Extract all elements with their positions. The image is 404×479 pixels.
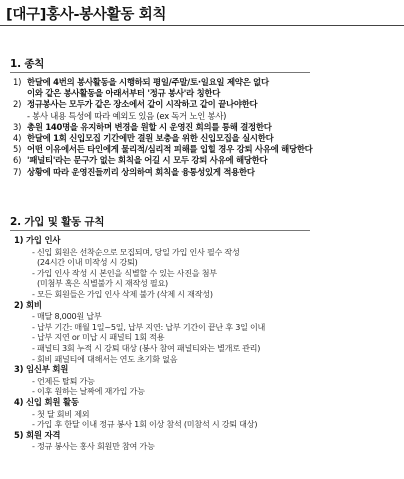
detail-line: - 매달 8,000원 납부 xyxy=(32,311,102,322)
rule-item: 4) 한달에 1회 신입모집 기간에만 결원 보충을 위한 신입모집을 실시한다 xyxy=(13,133,274,144)
rule-item: 5) 어떤 이유에서든 타인에게 물리적/심리적 피해를 입힐 경우 강퇴 사유에 해당한다 xyxy=(13,144,313,155)
document-title: [대구]홍사-봉사활동 회칙 xyxy=(6,7,167,23)
subsection-heading: 5) 회원 자격 xyxy=(14,429,61,440)
subsection-heading: 1) 가입 인사 xyxy=(14,235,61,245)
rule-item: 2) 정규봉사는 모두가 같은 장소에서 같이 시작하고 같이 끝나야한다 xyxy=(13,99,258,110)
section-heading: 1. 종칙 xyxy=(10,58,45,70)
detail-line: - 언제든 탈퇴 가능 xyxy=(32,375,95,386)
section-divider xyxy=(10,72,310,73)
rule-item: 7) 상황에 따라 운영진들끼리 상의하여 회칙을 융통성있게 적용한다 xyxy=(13,166,255,177)
subsection-heading: 2) 회비 xyxy=(14,299,42,310)
rule-item: 6) '패널티'라는 문구가 없는 회칙을 어길 시 모두 강퇴 사유에 해당한다 xyxy=(13,155,268,166)
detail-line: - 첫 달 회비 제외 xyxy=(32,408,90,419)
rule-item: 3) 총원 140명을 유지하며 변경을 원할 시 운영진 회의를 통해 결정한다 xyxy=(13,121,272,132)
detail-line-continuation: (24시간 이내 미작성 시 강퇴) xyxy=(37,257,138,268)
detail-line: - 패널티 3회 누적 시 강퇴 대상 (봉사 참여 패널티와는 별개로 관리) xyxy=(32,342,261,353)
section-divider xyxy=(10,230,310,231)
rule-item-note: - 봉사 내용 특성에 따라 예외도 있음 (ex 독거 노인 봉사) xyxy=(27,110,227,121)
detail-line: - 신입 회원은 선착순으로 모집되며, 당일 가입 인사 필수 작성 xyxy=(32,246,240,257)
title-divider xyxy=(0,25,404,26)
detail-line: - 가입 인사 작성 시 본인을 식별할 수 있는 사진을 첨부 xyxy=(32,267,217,278)
subsection-heading: 4) 신입 회원 활동 xyxy=(14,396,79,407)
detail-line: - 가입 후 한달 이내 정규 봉사 1회 이상 참석 (미참석 시 강퇴 대상) xyxy=(32,419,258,430)
section-heading: 2. 가입 및 활동 규칙 xyxy=(10,216,105,228)
detail-line: - 납부 기간: 매월 1일~5일, 납부 지연: 납부 기간이 끝난 후 3일 이내 xyxy=(32,321,266,332)
section-membership-rules xyxy=(10,214,400,452)
detail-line: - 정규 봉사는 홍사 회원만 참여 가능 xyxy=(32,441,155,452)
rule-item: 1) 한달에 4번의 봉사활동을 시행하되 평일/주말/토·일요일 제약은 없다 xyxy=(13,77,269,87)
detail-line: - 납부 지연 or 미납 시 패널티 1회 적용 xyxy=(32,332,165,343)
detail-line: - 이후 원하는 날짜에 재가입 가능 xyxy=(32,386,145,397)
rule-item-continuation: 이와 같은 봉사활동을 아래서부터 '정규 봉사'라 칭한다 xyxy=(27,88,221,99)
detail-line-continuation: (미첨부 혹은 식별불가 시 재작성 필요) xyxy=(37,278,168,289)
detail-line: - 회비 패널티에 대해서는 연도 초기화 없음 xyxy=(32,353,178,364)
subsection-heading: 3) 임신부 회원 xyxy=(14,364,69,375)
detail-line: - 모든 회원들은 가입 인사 삭제 불가 (삭제 시 재작성) xyxy=(32,288,213,299)
section-general-rules xyxy=(10,56,400,178)
